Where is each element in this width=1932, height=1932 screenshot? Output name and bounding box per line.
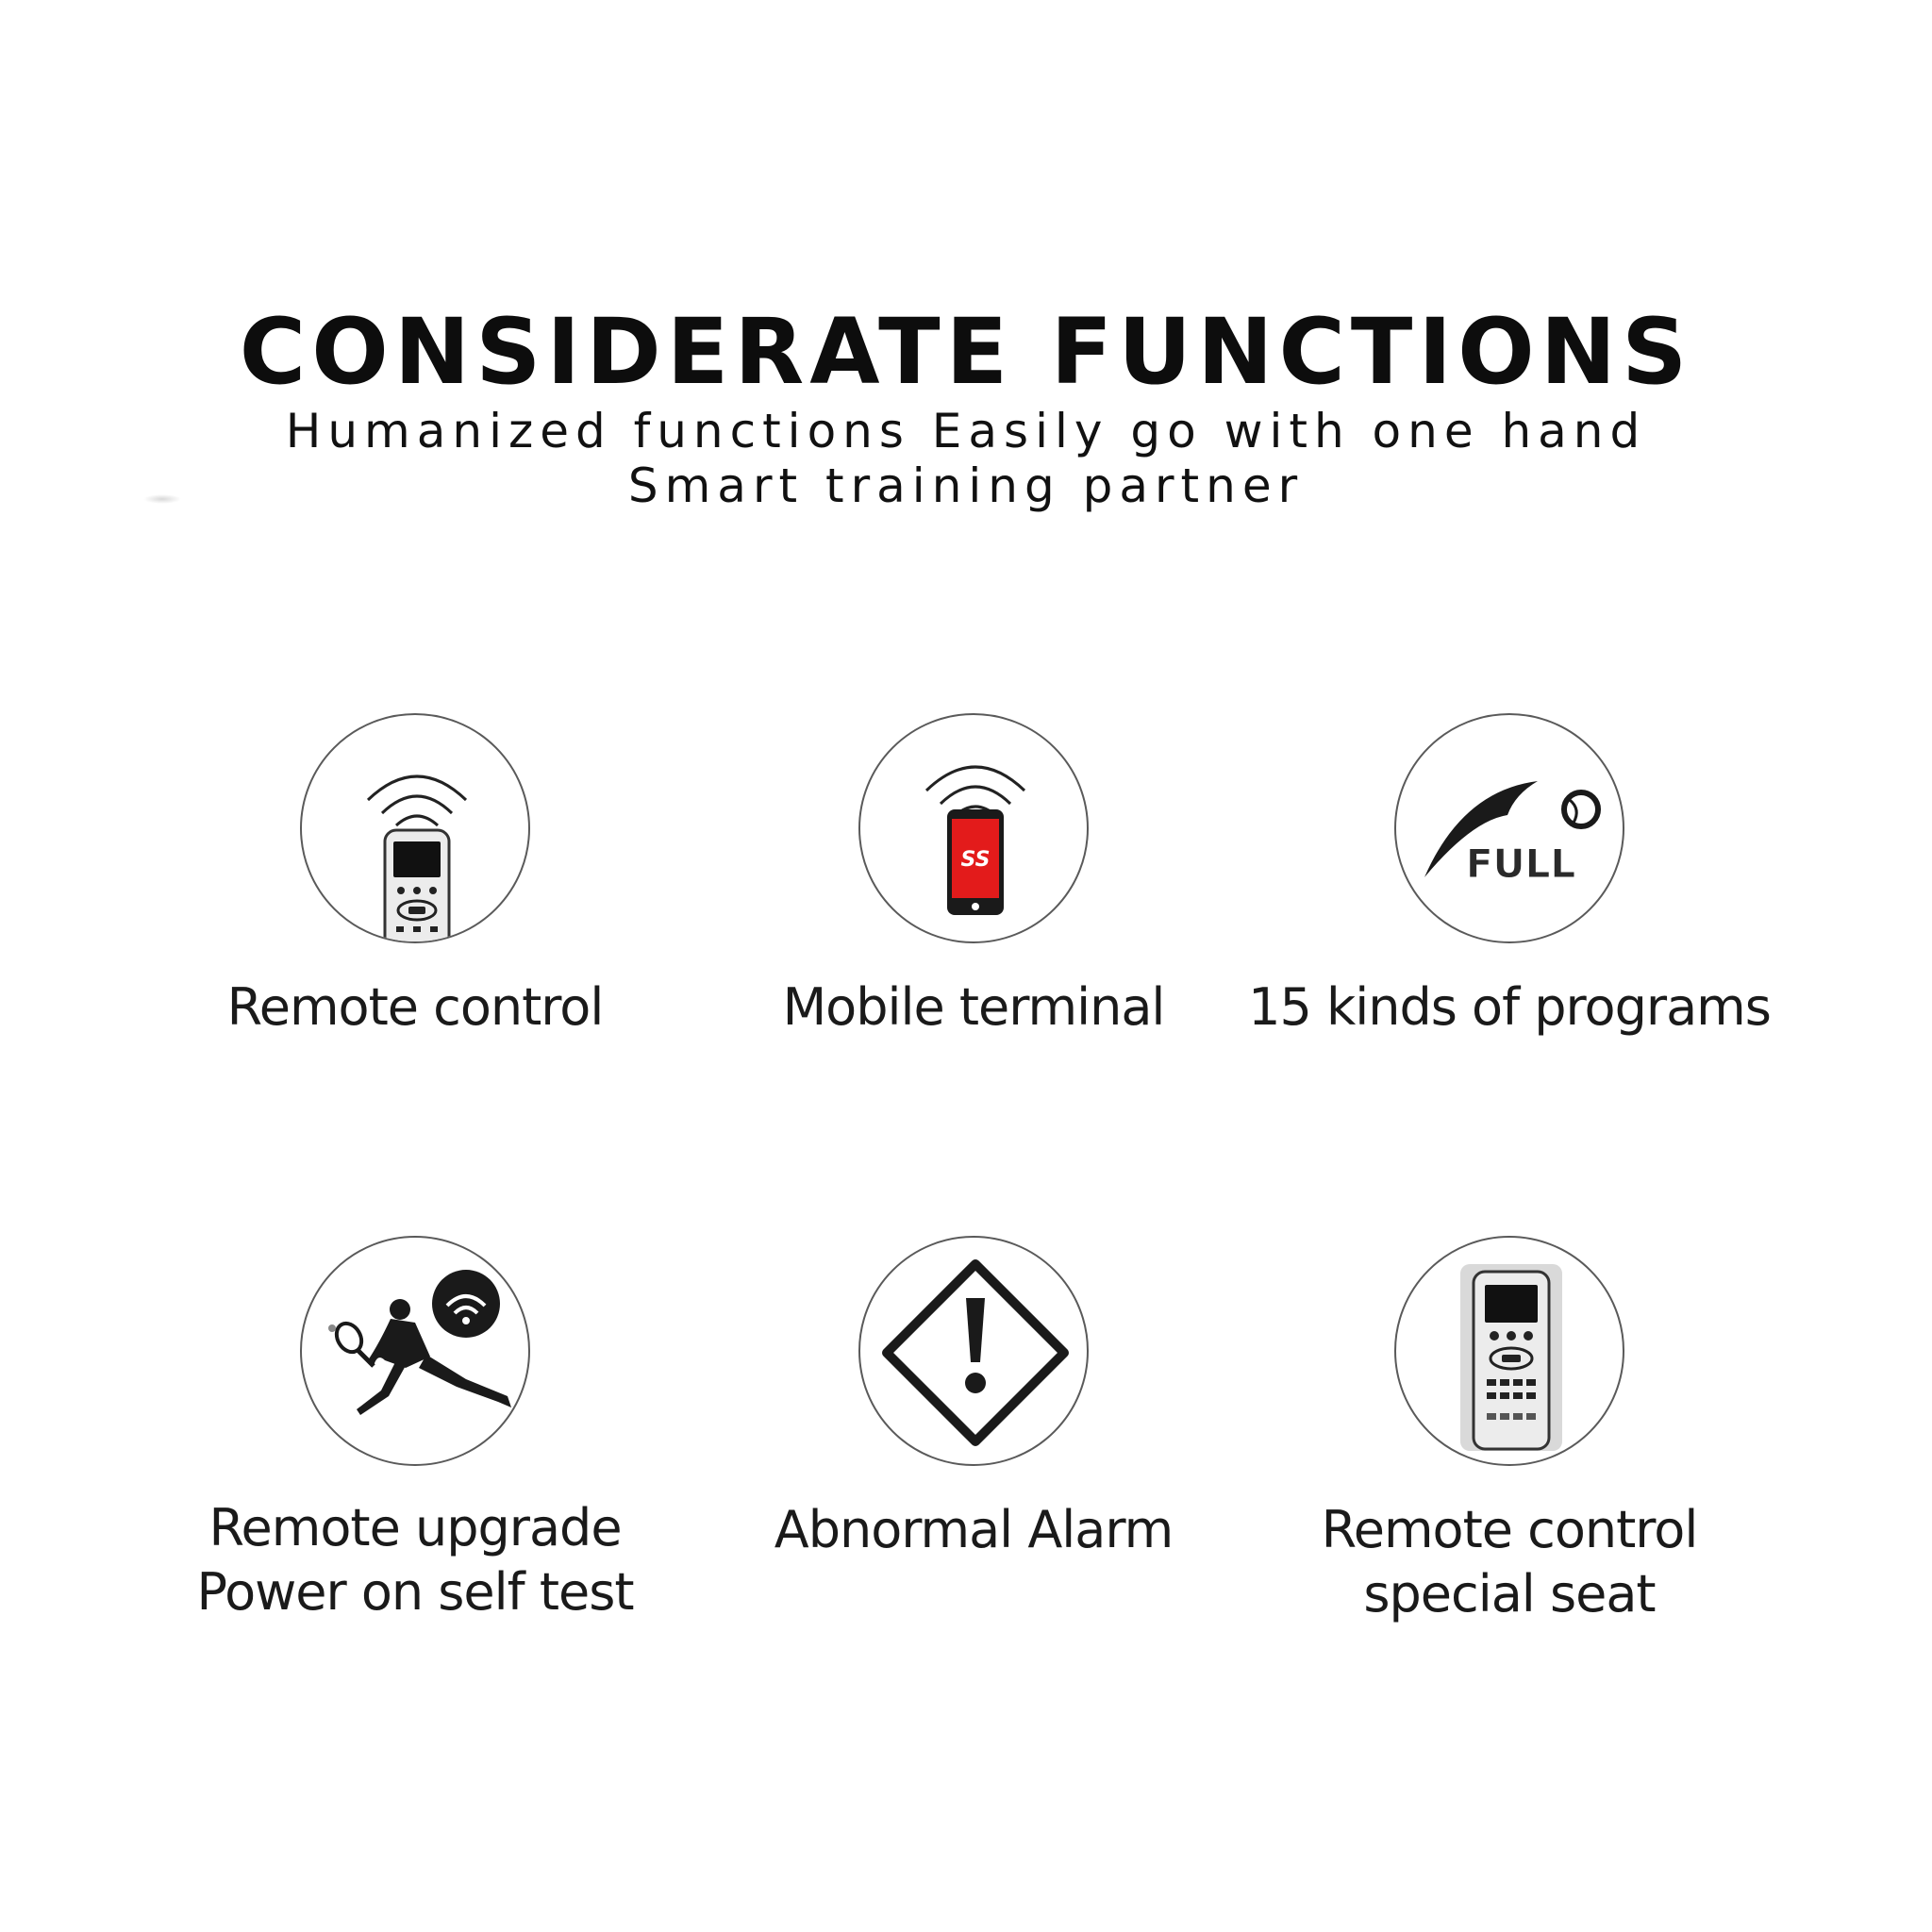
- feature-icon-circle: [1394, 1236, 1624, 1466]
- feature-label: Abnormal Alarm: [774, 1500, 1174, 1559]
- feature-icon-circle: [858, 1236, 1089, 1466]
- full-badge-text: FULL: [1465, 841, 1576, 887]
- remote-control-icon: [1396, 1238, 1624, 1466]
- smartphone-wireless-icon: [860, 715, 1089, 943]
- subtitle-line-1: Humanized functions Easily go with one hand: [285, 404, 1647, 458]
- ball-trajectory-full-icon: [1396, 715, 1624, 943]
- feature-label: Remote control: [1321, 1500, 1698, 1559]
- remote-control-wireless-icon: [302, 715, 530, 943]
- subtitle-line-2: Smart training partner: [627, 458, 1305, 513]
- page-title: CONSIDERATE FUNCTIONS: [239, 299, 1693, 405]
- feature-icon-circle: [300, 713, 530, 943]
- feature-icon-circle: [300, 1236, 530, 1466]
- app-badge-text: SS: [960, 848, 991, 872]
- feature-label: 15 kinds of programs: [1248, 977, 1771, 1037]
- feature-icon-circle: [858, 713, 1089, 943]
- header: [0, 300, 1932, 513]
- feature-label: Mobile terminal: [782, 977, 1165, 1037]
- feature-icon-circle: [1394, 713, 1624, 943]
- feature-label: Remote upgrade: [208, 1498, 622, 1557]
- background-speck: [143, 494, 181, 504]
- warning-diamond-icon: [860, 1238, 1089, 1466]
- feature-label: Remote control: [226, 977, 604, 1037]
- feature-label-line-2: Power on self test: [196, 1562, 634, 1622]
- tennis-player-wifi-icon: [302, 1238, 530, 1466]
- feature-label-line-2: special seat: [1363, 1564, 1656, 1624]
